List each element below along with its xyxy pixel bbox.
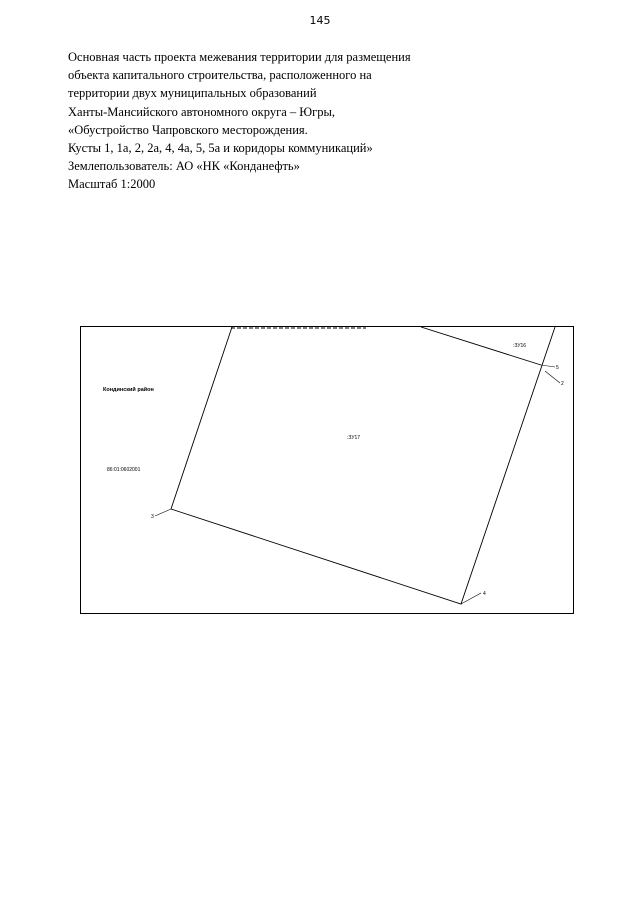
header-line-8: Масштаб 1:2000 [68,177,156,192]
point-label-5: 5 [556,365,559,371]
leader-point-5 [541,365,555,367]
parcel-zu16-label: :ЗУ16 [513,343,527,349]
point-label-2: 2 [561,381,564,387]
header-line-3: территории двух муниципальных образований [68,86,317,101]
page-number: 145 [309,14,331,27]
header-line-7: Землепользователь: АО «НК «Конданефть» [68,159,300,174]
point-label-3: 3 [151,514,154,520]
header-line-6: Кусты 1, 1а, 2, 2а, 4, 4а, 5, 5а и коридоры коммуникаций» [68,141,373,156]
district-label: Кондинский район [103,387,154,393]
leader-point-2 [545,371,560,383]
header-line-5: «Обустройство Чапровского месторождения. [68,122,308,137]
header-line-2: объекта капитального строительства, расположенного на [68,68,372,83]
parcel-zu17-outline [171,327,555,604]
point-label-4: 4 [483,591,486,597]
map-drawing [81,327,574,614]
leader-point-3 [155,509,171,516]
map-frame [80,326,574,614]
document-header [68,48,488,194]
parcel-zu17-label: :ЗУ17 [347,435,361,441]
header-line-4: Ханты-Мансийского автономного округа – Югры, [68,104,336,119]
header-line-1: Основная часть проекта межевания территории для размещения [68,50,411,64]
cadastral-number-label: 86:01:0602001 [107,467,141,473]
